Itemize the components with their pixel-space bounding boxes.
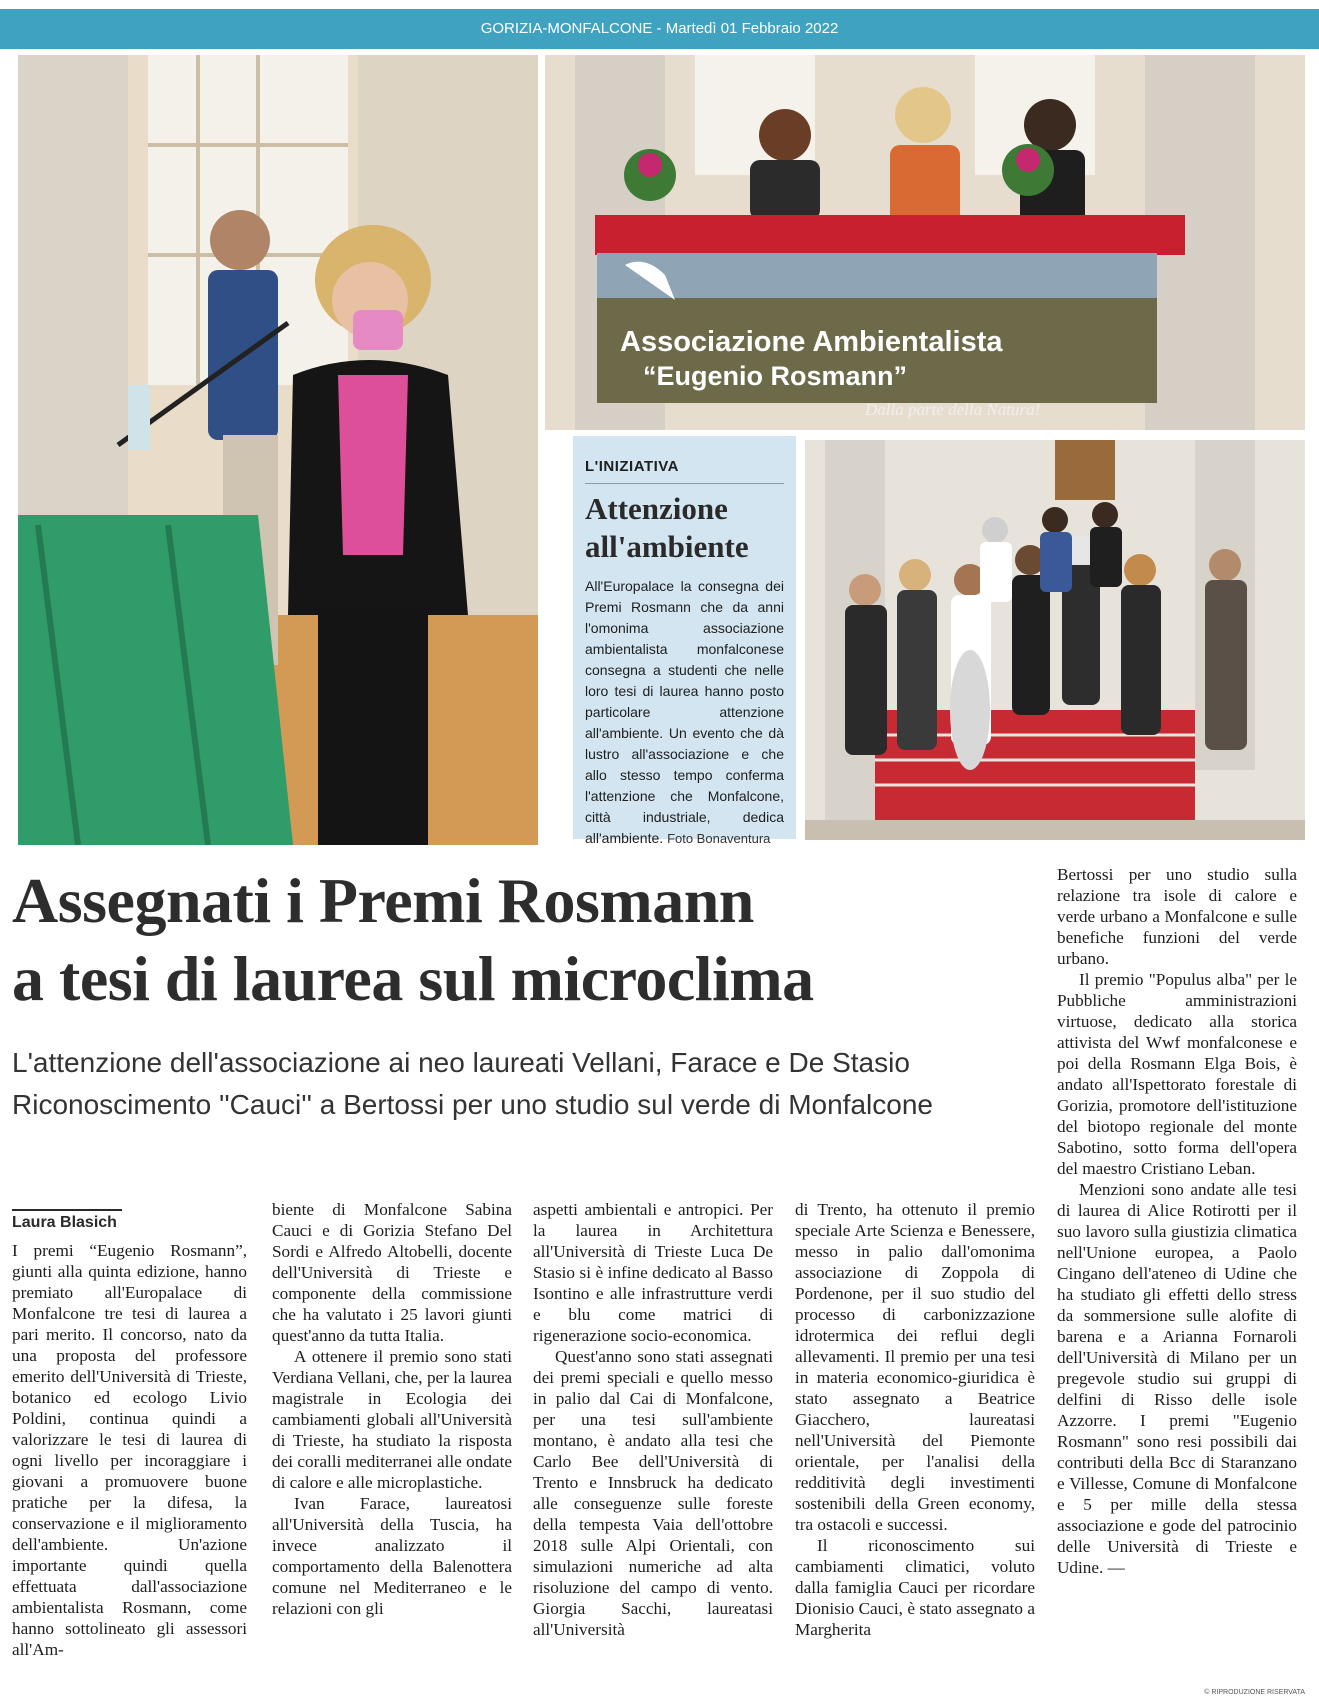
headline-line2: a tesi di laurea sul microclima <box>12 943 814 1014</box>
paragraph: Il riconoscimento sui cambiamenti climatici, voluto dalla famiglia Cauci per ricordare Dionisio Cauci, è stato assegnato a Margherita <box>795 1536 1035 1639</box>
paragraph: I premi “Eugenio Rosmann”, giunti alla quinta edizione, hanno premiato all'Europalace di Monfalcone tre tesi di laurea a pari merito. Il concorso, nato da una proposta del professore emerito dell'Università di Trieste, botanico ed ecologo Livio Poldini, continua quindi a valorizzare le tesi di laurea di ogni livello per incoraggiare i giovani a promuovere buone pratiche per la difesa, la conservazione e il miglioramento dell'ambiente. Un'azione importante quindi quella effettuata dall'associazione ambientalista Rosmann, come hanno sottolineato gli assessori all'Am- <box>12 1241 247 1659</box>
photo-panel-table <box>545 55 1305 430</box>
paragraph: aspetti ambientali e antropici. Per la laurea in Architettura all'Università di Trieste Luca De Stasio si è infine dedicato al Basso Isontino e alle infrastrutture verdi e blu come matrici di rigenerazione socio-economica. <box>533 1200 773 1345</box>
paragraph: Menzioni sono andate alle tesi di laurea di Alice Rotirotti per il suo lavoro sulla giustizia climatica nell'Unione europea, a Paolo Cingano dell'ateneo di Udine che ha studiato gli effetti dello stress da sommersione sulle alofite di barena e a Arianna Fornaroli dell'Università di Milano per un pregevole studio sui gruppi di delfini di Risso delle isole Azzorre. I premi "Eugenio Rosmann" sono resi possibili dai contributi della Bcc di Staranzano e Villesse, Comune di Monfalcone e 5 per mille della stessa associazione e gode del patrocinio delle Università di Trieste e Udine. — <box>1057 1180 1297 1577</box>
article-subhead <box>12 1042 1042 1126</box>
sidebar-body-text: All'Europalace la consegna dei Premi Rosmann che da anni l'omonima associazione ambientalista monfalconese consegna a studenti che nelle loro tesi di laurea hanno posto particolare attenzione all'ambiente. Un evento che dà lustro all'associazione e che allo stesso tempo conferma l'attenzione che Monfalcone, città industriale, dedica all'ambiente. <box>585 578 784 846</box>
paragraph: Il premio "Populus alba" per le Pubbliche amministrazioni virtuose, dedicato alla storica attivista del Wwf monfalconese e poi della Rosmann Elga Bois, è andato all'Ispettorato forestale di Gorizia, promotore dell'istituzione del biotopo regionale del monte Sabotino, sotto forma dell'opera del maestro Cristiano Leban. <box>1057 970 1297 1178</box>
banner-line2: “Eugenio Rosmann” <box>643 361 908 391</box>
article-column-4 <box>795 1199 1035 1640</box>
paragraph: di Trento, ha ottenuto il premio speciale Arte Scienza e Benessere, messo in palio dall'omonima associazione di Zoppola di Pordenone, per il suo studio del processo di carbonizzazione idrotermica dei reflui degli allevamenti. Il premio per una tesi in materia economico-giuridica è stato assegnato a Beatrice Giacchero, laureatasi nell'Università del Piemonte orientale, per l'analisi della redditività degli investimenti sostenibili della Green economy, tra ostacoli e successi. <box>795 1200 1035 1534</box>
banner-tagline: Dalla parte della Natura! <box>865 400 1041 419</box>
sidebar-title <box>585 490 784 566</box>
sidebar-box <box>573 436 796 846</box>
headline-line1: Assegnati i Premi Rosmann <box>12 865 754 936</box>
photo-credit: Foto Bonaventura <box>667 831 771 846</box>
sidebar-title-line2: all'ambiente <box>585 529 749 564</box>
subhead-line2: Riconoscimento ''Cauci'' a Bertossi per uno studio sul verde di Monfalcone <box>12 1089 933 1120</box>
sidebar-rule <box>585 483 784 484</box>
article-column-1 <box>12 1240 247 1660</box>
sidebar-title-line1: Attenzione <box>585 491 728 526</box>
paragraph: Ivan Farace, laureatosi all'Università della Tuscia, ha invece analizzato il comportamento della Balenottera comune nel Mediterraneo e le relazioni con gli <box>272 1494 512 1618</box>
article-column-5 <box>1057 864 1297 1578</box>
paragraph: Quest'anno sono stati assegnati dei premi speciali e quello messo in palio dal Cai di Monfalcone, per una tesi sull'ambiente montano, è andato alla tesi che Carlo Bee dell'Università di Trento e Innsbruck ha dedicato alle conseguenze sulle foreste della tempesta Vaia dell'ottobre 2018 sulle Alpi Orientali, con simulazioni numeriche ad alta risoluzione del campo di vento. Giorgia Sacchi, laureatasi all'Università <box>533 1347 773 1639</box>
sidebar-kicker: L'INIZIATIVA <box>585 458 680 475</box>
article-headline <box>12 862 1042 1018</box>
photo-speaker-podium <box>18 55 538 845</box>
copyright-notice: © RIPRODUZIONE RISERVATA <box>1204 1689 1305 1696</box>
subhead-line1: L'attenzione dell'associazione ai neo laureati Vellani, Farace e De Stasio <box>12 1047 910 1078</box>
article-column-3 <box>533 1199 773 1640</box>
paragraph: A ottenere il premio sono stati Verdiana Vellani, che, per la laurea magistrale in Ecologia dei cambiamenti globali all'Università di Trieste, ha studiato la risposta dei coralli mediterranei alle ondate di calore e alle microplastiche. <box>272 1347 512 1492</box>
paragraph: biente di Monfalcone Sabina Cauci e di Gorizia Stefano Del Sordi e Alfredo Altobelli, docente dell'Università di Trieste e componente della commissione che ha valutato i 25 lavori giunti quest'anno da tutta Italia. <box>272 1200 512 1345</box>
banner-line1: Associazione Ambientalista <box>620 326 1003 358</box>
article-column-2 <box>272 1199 512 1619</box>
paragraph: Bertossi per uno studio sulla relazione tra isole di calore e verde urbano a Monfalcone e sulle benefiche funzioni del verde urbano. <box>1057 865 1297 968</box>
newspaper-header: GORIZIA-MONFALCONE - Martedì 01 Febbraio 2022 <box>0 9 1319 49</box>
photo-group-staircase <box>805 440 1305 840</box>
sidebar-body <box>585 576 784 849</box>
byline: Laura Blasich <box>12 1209 122 1232</box>
